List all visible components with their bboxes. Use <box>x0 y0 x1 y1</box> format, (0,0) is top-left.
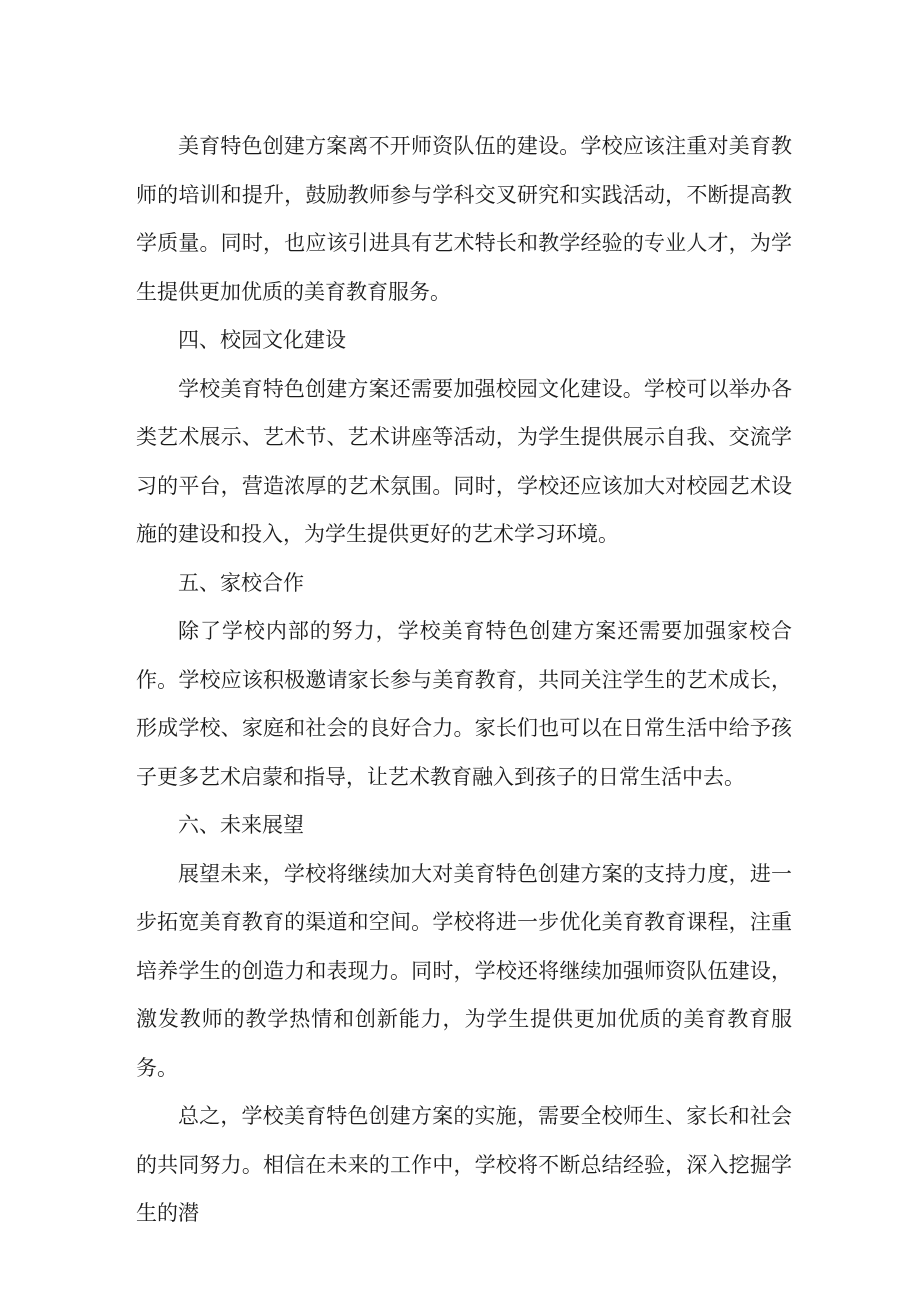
paragraph-conclusion: 总之，学校美育特色创建方案的实施，需要全校师生、家长和社会的共同努力。相信在未来的工作中，学校将不断总结经验，深入挖掘学生的潜 <box>136 1104 792 1225</box>
paragraph-outlook: 展望未来，学校将继续加大对美育特色创建方案的支持力度，进一步拓宽美育教育的渠道和空间。学校将进一步优化美育教育课程，注重培养学生的创造力和表现力。同时，学校还将继续加强师资队伍建设，激发教师的教学热情和创新能力，为学生提供更加优质的美育教育服务。 <box>136 861 792 1080</box>
section-heading-campus-culture: 四、校园文化建设 <box>178 328 346 352</box>
paragraph-home-school: 除了学校内部的努力，学校美育特色创建方案还需要加强家校合作。学校应该积极邀请家长参与美育教育，共同关注学生的艺术成长，形成学校、家庭和社会的良好合力。家长们也可以在日常生活中给予孩子更多艺术启蒙和指导，让艺术教育融入到孩子的日常生活中去。 <box>136 619 792 789</box>
paragraph-campus-culture: 学校美育特色创建方案还需要加强校园文化建设。学校可以举办各类艺术展示、艺术节、艺术讲座等活动，为学生提供展示自我、交流学习的平台，营造浓厚的艺术氛围。同时，学校还应该加大对校园艺术设施的建设和投入，为学生提供更好的艺术学习环境。 <box>136 376 792 546</box>
paragraph-teachers: 美育特色创建方案离不开师资队伍的建设。学校应该注重对美育教师的培训和提升，鼓励教师参与学科交叉研究和实践活动，不断提高教学质量。同时，也应该引进具有艺术特长和教学经验的专业人才，为学生提供更加优质的美育教育服务。 <box>136 134 792 304</box>
document-body <box>136 122 792 1238</box>
section-heading-home-school: 五、家校合作 <box>178 570 304 595</box>
section-heading-outlook: 六、未来展望 <box>178 813 304 837</box>
